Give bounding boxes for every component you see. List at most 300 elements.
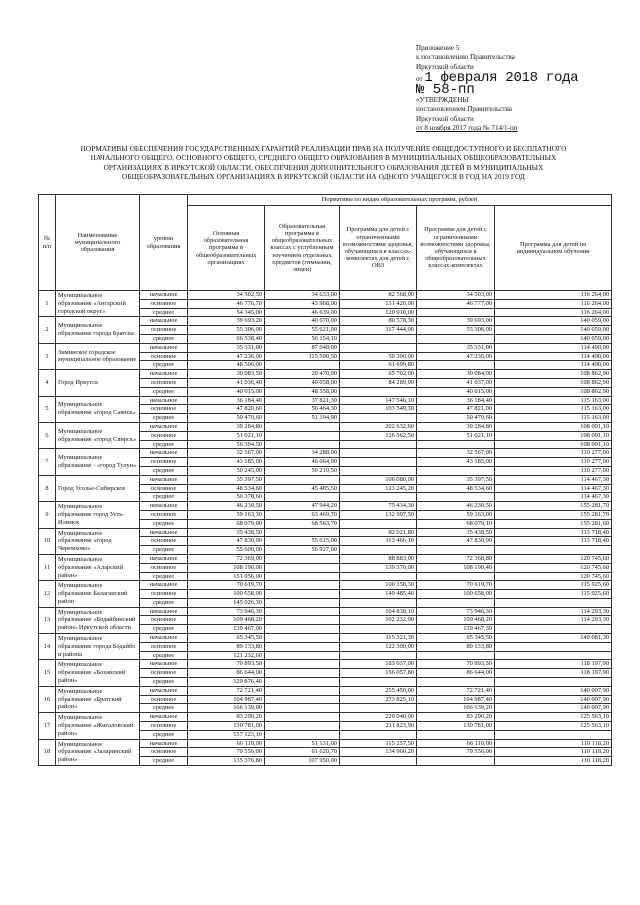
individual-norm-cell: 110 277,00: [495, 466, 612, 475]
ovz-general-norm-cell: 47 821,00: [417, 405, 495, 414]
ovz-general-norm-cell: [417, 308, 495, 317]
ovz-general-norm-cell: 41 037,00: [417, 378, 495, 387]
table-row: [39, 713, 612, 722]
advanced-norm-cell: [265, 607, 340, 616]
col-header-num: № п/п: [39, 195, 56, 291]
individual-norm-cell: [495, 730, 612, 739]
education-level: среднее: [140, 466, 188, 475]
ovz-special-norm-cell: 134 960,20: [340, 748, 417, 757]
ovz-general-norm-cell: 35 438,50: [417, 528, 495, 537]
ovz-special-norm-cell: 80 578,30: [340, 317, 417, 326]
individual-norm-cell: 110 118,20: [495, 748, 612, 757]
education-level: среднее: [140, 414, 188, 423]
municipality-name: Муниципальное образование город Усть-Илимск: [56, 502, 140, 528]
table-row: [39, 317, 612, 326]
row-number: 18: [39, 739, 56, 765]
basic-norm-cell: 40 015,00: [188, 387, 265, 396]
ovz-general-norm-cell: 46 230,50: [417, 502, 495, 511]
basic-norm-cell: 55 306,00: [188, 326, 265, 335]
advanced-norm-cell: [265, 590, 340, 599]
ovz-special-norm-cell: 202 632,60: [340, 422, 417, 431]
individual-norm-cell: 115 163,00: [495, 414, 612, 423]
education-level: основное: [140, 590, 188, 599]
education-level: основное: [140, 695, 188, 704]
approved-label: «УТВЕРЖДЕНЫ: [416, 96, 469, 105]
row-number: 6: [39, 422, 56, 448]
row-number: 14: [39, 634, 56, 660]
basic-norm-cell: 139 467,00: [188, 625, 265, 634]
ovz-general-norm-cell: 30 084,00: [417, 370, 495, 379]
ovz-general-norm-cell: [417, 546, 495, 555]
education-level: основное: [140, 299, 188, 308]
ovz-general-norm-cell: [417, 440, 495, 449]
advanced-norm-cell: [265, 431, 340, 440]
municipality-name: Муниципальное образование Балаганский район: [56, 581, 140, 607]
advanced-norm-cell: 45 485,50: [265, 484, 340, 493]
table-row: [39, 528, 612, 537]
education-level: основное: [140, 431, 188, 440]
individual-norm-cell: 120 745,60: [495, 563, 612, 572]
ovz-special-norm-cell: 147 546,10: [340, 396, 417, 405]
individual-norm-cell: [495, 625, 612, 634]
advanced-norm-cell: [265, 563, 340, 572]
ovz-general-norm-cell: 73 946,30: [417, 607, 495, 616]
municipality-name: Муниципальное образование «Ангарский городской округ»: [56, 291, 140, 317]
table-row: [39, 291, 612, 300]
ovz-general-norm-cell: 48 534,60: [417, 484, 495, 493]
education-level: начальное: [140, 581, 188, 590]
advanced-norm-cell: [265, 440, 340, 449]
advanced-norm-cell: [265, 660, 340, 669]
decree-number: № 58-пп: [416, 82, 475, 99]
advanced-norm-cell: 48 558,00: [265, 387, 340, 396]
basic-norm-cell: 66 110,00: [188, 739, 265, 748]
advanced-norm-cell: [265, 704, 340, 713]
advanced-norm-cell: 87 040,00: [265, 343, 340, 352]
ovz-special-norm-cell: 50 390,00: [340, 352, 417, 361]
ovz-general-norm-cell: 59 163,00: [417, 510, 495, 519]
basic-norm-cell: 54 345,00: [188, 308, 265, 317]
education-level: основное: [140, 563, 188, 572]
ovz-general-norm-cell: 35 331,00: [417, 343, 495, 352]
ovz-special-norm-cell: 103 549,30: [340, 405, 417, 414]
education-level: основное: [140, 748, 188, 757]
education-level: среднее: [140, 334, 188, 343]
table-row: [39, 554, 612, 563]
basic-norm-cell: 48 534,60: [188, 484, 265, 493]
individual-norm-cell: 114 467,30: [495, 484, 612, 493]
ovz-general-norm-cell: 89 133,80: [417, 642, 495, 651]
basic-norm-cell: 130 781,00: [188, 722, 265, 731]
basic-norm-cell: 89 133,80: [188, 642, 265, 651]
row-number: 3: [39, 343, 56, 369]
title-line: НАЧАЛЬНОГО ОБЩЕГО, ОСНОВНОГО ОБЩЕГО, СРЕДНЕГО ОБЩЕГО ОБРАЗОВАНИЯ В МУНИЦИПАЛЬНЫХ ОБЩЕОБРАЗОВАТЕЛЬНЫХ: [90, 153, 557, 163]
ovz-special-norm-cell: [340, 651, 417, 660]
education-level: основное: [140, 352, 188, 361]
advanced-norm-cell: 61 620,70: [265, 748, 340, 757]
ovz-special-norm-cell: 82 021,80: [340, 528, 417, 537]
individual-norm-cell: 115 163,00: [495, 396, 612, 405]
advanced-norm-cell: 55 621,00: [265, 326, 340, 335]
individual-norm-cell: [495, 546, 612, 555]
individual-norm-cell: 108 862,90: [495, 378, 612, 387]
ovz-special-norm-cell: 88 883,00: [340, 554, 417, 563]
ovz-special-norm-cell: 229 040,00: [340, 713, 417, 722]
advanced-norm-cell: [265, 554, 340, 563]
ovz-general-norm-cell: 40 015,00: [417, 387, 495, 396]
ovz-special-norm-cell: [340, 598, 417, 607]
basic-norm-cell: 68 079,00: [188, 519, 265, 528]
table-row: [39, 686, 612, 695]
advanced-norm-cell: [265, 493, 340, 502]
ovz-general-norm-cell: 70 619,70: [417, 581, 495, 590]
basic-norm-cell: 72 721,40: [188, 686, 265, 695]
ovz-special-norm-cell: 75 434,30: [340, 502, 417, 511]
col-header-group: Нормативы по видам образовательных программ, рублей: [188, 195, 612, 206]
basic-norm-cell: 39 693,20: [188, 317, 265, 326]
municipality-name: Муниципальное образование «Аларский район»: [56, 554, 140, 580]
ovz-special-norm-cell: [340, 440, 417, 449]
table-row: [39, 370, 612, 379]
ovz-special-norm-cell: 273 825,10: [340, 695, 417, 704]
individual-norm-cell: 140 007,90: [495, 704, 612, 713]
education-level: среднее: [140, 625, 188, 634]
ovz-special-norm-cell: [340, 387, 417, 396]
ovz-general-norm-cell: 43 185,00: [417, 458, 495, 467]
education-level: начальное: [140, 739, 188, 748]
ovz-special-norm-cell: [340, 414, 417, 423]
advanced-norm-cell: 63 469,70: [265, 510, 340, 519]
basic-norm-cell: 73 946,30: [188, 607, 265, 616]
basic-norm-cell: 39 284,80: [188, 422, 265, 431]
advanced-norm-cell: 34 633,00: [265, 291, 340, 300]
ovz-general-norm-cell: 66 110,00: [417, 739, 495, 748]
basic-norm-cell: 48 506,00: [188, 361, 265, 370]
advanced-norm-cell: [265, 598, 340, 607]
education-level: среднее: [140, 361, 188, 370]
ovz-general-norm-cell: 36 184,40: [417, 396, 495, 405]
ovz-special-norm-cell: [340, 625, 417, 634]
education-level: среднее: [140, 308, 188, 317]
individual-norm-cell: 114 293,30: [495, 607, 612, 616]
col-header-basic: Основная образовательная программа в общеобразовательных организациях: [188, 206, 265, 291]
col-header-ovz-general: Программа для детей с ограниченными возможностями здоровья, обучающихся в общеобразовательных классах-комплектах: [417, 206, 495, 291]
ovz-general-norm-cell: 109 468,20: [417, 616, 495, 625]
ovz-general-norm-cell: [417, 493, 495, 502]
individual-norm-cell: 140 007,90: [495, 695, 612, 704]
individual-norm-cell: 155 281,70: [495, 510, 612, 519]
col-header-name: Наименование муниципального образования: [56, 195, 140, 291]
ovz-special-norm-cell: 120 910,00: [340, 308, 417, 317]
title-line: ОБЩЕОБРАЗОВАТЕЛЬНЫХ ОРГАНИЗАЦИЯХ В ИРКУТСКОЙ ОБЛАСТИ НА ОДНОГО УЧАЩЕГОСЯ В ГОД НА 2019 ГОД: [122, 172, 525, 182]
ovz-general-norm-cell: 130 781,00: [417, 722, 495, 731]
municipality-name: Муниципальное образование «Братский район»: [56, 686, 140, 712]
basic-norm-cell: 34 502,50: [188, 291, 265, 300]
approved-date-label: от 8 ноября 2017 года № 714/1-пп: [416, 124, 518, 133]
individual-norm-cell: 113 718,40: [495, 528, 612, 537]
individual-norm-cell: [495, 678, 612, 687]
ovz-special-norm-cell: 100 158,30: [340, 581, 417, 590]
advanced-norm-cell: [265, 528, 340, 537]
education-level: начальное: [140, 449, 188, 458]
ovz-special-norm-cell: 183 037,00: [340, 660, 417, 669]
individual-norm-cell: 114 293,30: [495, 616, 612, 625]
ovz-general-norm-cell: 35 397,50: [417, 475, 495, 484]
municipality-name: Муниципальное образование «Жигаловский район»: [56, 713, 140, 739]
individual-norm-cell: 108 862,90: [495, 370, 612, 379]
row-number: 5: [39, 396, 56, 422]
ovz-special-norm-cell: 117 444,00: [340, 326, 417, 335]
basic-norm-cell: 129 876,40: [188, 678, 265, 687]
ovz-general-norm-cell: 50 470,60: [417, 414, 495, 423]
education-level: среднее: [140, 704, 188, 713]
basic-norm-cell: 56 394,50: [188, 440, 265, 449]
individual-norm-cell: 118 197,90: [495, 669, 612, 678]
ovz-special-norm-cell: [340, 449, 417, 458]
advanced-norm-cell: [265, 686, 340, 695]
decree-date: 1 февраля 2018 года: [424, 69, 579, 86]
education-level: основное: [140, 722, 188, 731]
basic-norm-cell: 59 163,30: [188, 510, 265, 519]
col-header-level: уровни образования: [140, 195, 188, 291]
table-row: [39, 396, 612, 405]
row-number: 4: [39, 370, 56, 396]
advanced-norm-cell: 34 288,00: [265, 449, 340, 458]
education-level: среднее: [140, 651, 188, 660]
approved-region-label: Иркутской области: [416, 114, 474, 123]
individual-norm-cell: 114 490,00: [495, 352, 612, 361]
ovz-special-norm-cell: [340, 757, 417, 766]
individual-norm-cell: 114 490,00: [495, 343, 612, 352]
advanced-norm-cell: 51 194,90: [265, 414, 340, 423]
advanced-norm-cell: [265, 616, 340, 625]
municipality-name: Муниципальное образование «город Черемхово»: [56, 528, 140, 554]
education-level: начальное: [140, 291, 188, 300]
individual-norm-cell: 115 925,60: [495, 590, 612, 599]
individual-norm-cell: 118 197,90: [495, 660, 612, 669]
advanced-norm-cell: 43 968,00: [265, 299, 340, 308]
individual-norm-cell: 108 862,90: [495, 387, 612, 396]
ovz-special-norm-cell: [340, 334, 417, 343]
advanced-norm-cell: [265, 730, 340, 739]
education-level: основное: [140, 537, 188, 546]
basic-norm-cell: 35 438,50: [188, 528, 265, 537]
education-level: среднее: [140, 598, 188, 607]
row-number: 7: [39, 449, 56, 475]
basic-norm-cell: 46 230,50: [188, 502, 265, 511]
municipality-name: Муниципальное образование города Братска: [56, 317, 140, 343]
appendix-label: Приложение 5: [416, 44, 460, 52]
individual-norm-cell: 125 563,10: [495, 722, 612, 731]
education-level: среднее: [140, 678, 188, 687]
education-level: среднее: [140, 440, 188, 449]
education-level: начальное: [140, 686, 188, 695]
basic-norm-cell: 50 245,00: [188, 466, 265, 475]
municipality-name: Муниципальное образование «Бодайбинский район» Иркутской области: [56, 607, 140, 633]
ovz-general-norm-cell: [417, 678, 495, 687]
individual-norm-cell: 115 925,60: [495, 581, 612, 590]
ovz-general-norm-cell: 34 503,00: [417, 291, 495, 300]
basic-norm-cell: 65 345,50: [188, 634, 265, 643]
individual-norm-cell: 110 277,00: [495, 458, 612, 467]
individual-norm-cell: 120 745,60: [495, 572, 612, 581]
individual-norm-cell: 120 745,60: [495, 554, 612, 563]
municipality-name: Муниципальное образование «Заларинский район»: [56, 739, 140, 765]
row-number: 1: [39, 291, 56, 317]
municipality-name: Город Усолье-Сибирское: [56, 475, 140, 501]
municipality-name: Муниципальное образование «город Саянск»: [56, 396, 140, 422]
ovz-general-norm-cell: [417, 598, 495, 607]
ovz-special-norm-cell: [340, 572, 417, 581]
individual-norm-cell: 114 467,30: [495, 493, 612, 502]
document-title: [36, 144, 611, 182]
education-level: начальное: [140, 713, 188, 722]
individual-norm-cell: 155 281,60: [495, 519, 612, 528]
basic-norm-cell: 135 376,80: [188, 757, 265, 766]
basic-norm-cell: 121 232,60: [188, 651, 265, 660]
individual-norm-cell: [495, 651, 612, 660]
advanced-norm-cell: [265, 572, 340, 581]
education-level: начальное: [140, 343, 188, 352]
row-number: 13: [39, 607, 56, 633]
table-row: [39, 607, 612, 616]
ovz-general-norm-cell: 68 079,10: [417, 519, 495, 528]
individual-norm-cell: 140 059,00: [495, 334, 612, 343]
advanced-norm-cell: 115 590,50: [265, 352, 340, 361]
table-row: [39, 449, 612, 458]
ovz-general-norm-cell: [417, 334, 495, 343]
education-level: начальное: [140, 396, 188, 405]
education-level: основное: [140, 326, 188, 335]
individual-norm-cell: 113 718,40: [495, 537, 612, 546]
basic-norm-cell: 151 056,00: [188, 572, 265, 581]
ovz-special-norm-cell: 61 699,80: [340, 361, 417, 370]
table-row: [39, 502, 612, 511]
ovz-special-norm-cell: 149 485,40: [340, 590, 417, 599]
education-level: начальное: [140, 475, 188, 484]
table-row: [39, 634, 612, 643]
row-number: 12: [39, 581, 56, 607]
basic-norm-cell: 43 185,00: [188, 458, 265, 467]
advanced-norm-cell: [265, 625, 340, 634]
basic-norm-cell: 47 236,00: [188, 352, 265, 361]
ovz-general-norm-cell: 51 021,10: [417, 431, 495, 440]
ovz-general-norm-cell: 72 368,80: [417, 554, 495, 563]
education-level: среднее: [140, 387, 188, 396]
ovz-general-norm-cell: 47 236,00: [417, 352, 495, 361]
education-level: начальное: [140, 422, 188, 431]
education-level: начальное: [140, 607, 188, 616]
individual-norm-cell: 155 281,70: [495, 502, 612, 511]
table-row: [39, 660, 612, 669]
advanced-norm-cell: 40 670,00: [265, 317, 340, 326]
advanced-norm-cell: [265, 695, 340, 704]
ovz-special-norm-cell: 84 289,90: [340, 378, 417, 387]
individual-norm-cell: 110 118,20: [495, 757, 612, 766]
table-row: [39, 475, 612, 484]
advanced-norm-cell: [265, 642, 340, 651]
ovz-general-norm-cell: 83 290,20: [417, 713, 495, 722]
table-body: [39, 291, 612, 766]
individual-norm-cell: [495, 598, 612, 607]
table-row: [39, 739, 612, 748]
advanced-norm-cell: [265, 722, 340, 731]
education-level: среднее: [140, 546, 188, 555]
ovz-general-norm-cell: [417, 757, 495, 766]
ovz-special-norm-cell: 131 420,00: [340, 299, 417, 308]
education-level: основное: [140, 510, 188, 519]
ovz-general-norm-cell: 72 721,40: [417, 686, 495, 695]
basic-norm-cell: 35 331,00: [188, 343, 265, 352]
municipality-name: Муниципальное образование города Бодайбо и района: [56, 634, 140, 660]
ovz-special-norm-cell: 132 997,50: [340, 510, 417, 519]
ovz-general-norm-cell: 70 893,50: [417, 660, 495, 669]
municipality-name: Муниципальное образование «Боханский район»: [56, 660, 140, 686]
advanced-norm-cell: [265, 713, 340, 722]
ovz-general-norm-cell: 100 658,00: [417, 590, 495, 599]
advanced-norm-cell: 29 470,00: [265, 370, 340, 379]
basic-norm-cell: 86 644,00: [188, 669, 265, 678]
col-header-ovz-special: Программа для детей с ограниченными возможностями здоровья, обучающихся в классах-комплектах для детей с ОВЗ: [340, 206, 417, 291]
individual-norm-cell: 108 091,10: [495, 431, 612, 440]
individual-norm-cell: 116 264,00: [495, 299, 612, 308]
ovz-special-norm-cell: 255 450,00: [340, 686, 417, 695]
education-level: среднее: [140, 572, 188, 581]
basic-norm-cell: 104 987,40: [188, 695, 265, 704]
advanced-norm-cell: 37 821,30: [265, 396, 340, 405]
individual-norm-cell: 140 007,90: [495, 686, 612, 695]
row-number: 9: [39, 502, 56, 528]
individual-norm-cell: 108 091,10: [495, 422, 612, 431]
ovz-general-norm-cell: [417, 730, 495, 739]
approval-header: [416, 44, 630, 133]
row-number: 10: [39, 528, 56, 554]
ovz-general-norm-cell: [417, 651, 495, 660]
basic-norm-cell: 50 470,60: [188, 414, 265, 423]
advanced-norm-cell: 46 064,00: [265, 458, 340, 467]
municipality-name: Муниципальное образование «город Свирск»: [56, 422, 140, 448]
row-number: 17: [39, 713, 56, 739]
advanced-norm-cell: 51 131,00: [265, 739, 340, 748]
ovz-special-norm-cell: 126 562,50: [340, 431, 417, 440]
table-row: [39, 422, 612, 431]
ovz-general-norm-cell: 79 556,00: [417, 748, 495, 757]
basic-norm-cell: 66 538,40: [188, 334, 265, 343]
title-line: ОРГАНИЗАЦИЯХ В ИРКУТСКОЙ ОБЛАСТИ, ОБЕСПЕЧЕНИЯ ДОПОЛНИТЕЛЬНОГО ОБРАЗОВАНИЯ ДЕТЕЙ В МУНИЦИПАЛЬНЫХ: [103, 162, 544, 172]
ovz-special-norm-cell: [340, 678, 417, 687]
basic-norm-cell: 47 820,60: [188, 405, 265, 414]
basic-norm-cell: 51 021,10: [188, 431, 265, 440]
education-level: основное: [140, 669, 188, 678]
advanced-norm-cell: 47 944,20: [265, 502, 340, 511]
ovz-special-norm-cell: 123 245,20: [340, 484, 417, 493]
basic-norm-cell: 41 036,40: [188, 378, 265, 387]
advanced-norm-cell: [265, 651, 340, 660]
individual-norm-cell: 108 091,10: [495, 440, 612, 449]
row-number: 16: [39, 686, 56, 712]
ovz-general-norm-cell: 108 190,40: [417, 563, 495, 572]
title-line: НОРМАТИВЫ ОБЕСПЕЧЕНИЯ ГОСУДАРСТВЕННЫХ ГАРАНТИЙ РЕАЛИЗАЦИИ ПРАВ НА ПОЛУЧЕНИЕ ОБЩЕДОСТУПНОГО И БЕСПЛАТНОГО: [80, 144, 567, 153]
basic-norm-cell: 83 290,20: [188, 713, 265, 722]
ovz-special-norm-cell: 65 702,00: [340, 370, 417, 379]
ovz-general-norm-cell: 46 777,00: [417, 299, 495, 308]
education-level: среднее: [140, 519, 188, 528]
basic-norm-cell: 32 567,00: [188, 449, 265, 458]
education-level: среднее: [140, 493, 188, 502]
ovz-special-norm-cell: 82 568,00: [340, 291, 417, 300]
advanced-norm-cell: 59 210,50: [265, 466, 340, 475]
basic-norm-cell: 100 658,00: [188, 590, 265, 599]
